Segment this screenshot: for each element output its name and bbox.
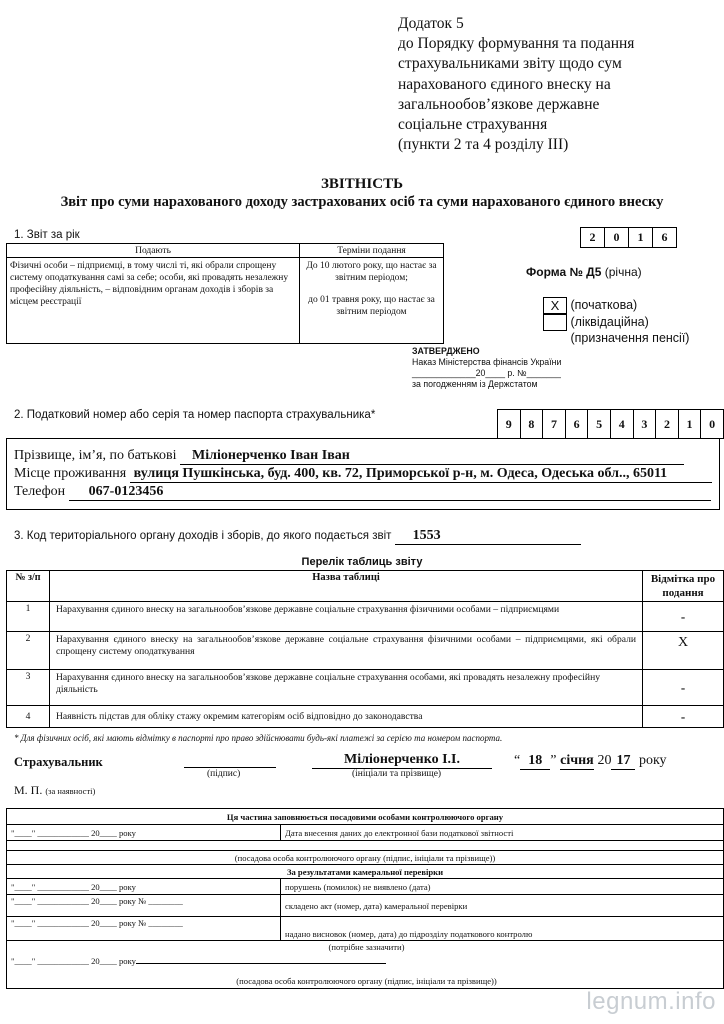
approved-title: ЗАТВЕРДЖЕНО [412, 346, 480, 356]
appendix-line: загальнообов’язкове державне [398, 95, 600, 113]
needed-note: (потрібне зазначити) [328, 942, 405, 952]
row-name: Нарахування єдиного внеску на загальнообов’язкове державне соціальне страхування фізичними особами – підприємцями, які обрали спрощену систему оподаткування [50, 632, 643, 670]
control-table [6, 808, 724, 989]
db-entry-label: Дата внесення даних до електронної бази податкової звітності [281, 825, 724, 841]
tax-digit[interactable]: 0 [701, 410, 724, 439]
camera-row2: складено акт (номер, дата) камеральної перевірки [281, 895, 724, 917]
name-row [14, 448, 714, 465]
camera-row1: порушень (помилок) не виявлено (дата) [281, 879, 724, 895]
row-mark[interactable]: - [643, 706, 724, 728]
report-subtitle: Звіт про суми нарахованого доходу застрахованих осіб та суми нарахованого єдиного внеску [60, 194, 664, 210]
control-heading: Ця частина заповнюється посадовими особами контролюючого органу [7, 809, 724, 825]
tax-digit[interactable]: 8 [520, 410, 543, 439]
appendix-header [398, 14, 718, 155]
section3-label: 3. Код територіального органу доходів і зборів, до якого подається звіт [14, 530, 392, 542]
year-digit[interactable]: 6 [653, 228, 677, 248]
stamp-place [14, 783, 95, 798]
submit-deadlines [300, 258, 444, 344]
row-mark[interactable]: - [643, 670, 724, 706]
option-pension [543, 331, 689, 347]
section3-row [14, 528, 581, 545]
report-title: ЗВІТНІСТЬ [320, 176, 404, 192]
approved-line2: _____________20____ р. №_______ [412, 368, 561, 378]
final-sign-line[interactable] [136, 963, 386, 964]
appendix-line: до Порядку формування та подання [398, 35, 635, 53]
final-date [11, 956, 722, 966]
row-name: Нарахування єдиного внеску на загальнообов’язкове державне соціальне страхування особами, які провадять незалежну професійну діяльність [50, 670, 643, 706]
camera-date-3[interactable]: "____" ____________ 20____ року № ________ [7, 917, 281, 941]
tax-digit[interactable]: 1 [678, 410, 701, 439]
insurer-label: Страхувальник [14, 755, 103, 769]
final-caption: (посадова особа контролюючого органу (підпис, ініціали та прізвище)) [236, 976, 497, 986]
table-row [7, 706, 724, 728]
tables-list [6, 570, 724, 728]
deadline-a: До 10 лютого року, що настає за звітним періодом; [306, 261, 437, 283]
db-date-field[interactable]: "____" ____________ 20____ року [7, 825, 281, 841]
submit-who: Фізичні особи – підприємці, в тому числі ті, які обрали спрощену систему оподаткування самі за себе; особи, які провадять незалежну професійну діяльність, – відповідним органам доходів і зборів за місцем реєстрації [7, 258, 300, 344]
tax-digit[interactable]: 3 [633, 410, 656, 439]
address-row [14, 466, 724, 483]
col-num-header: № з/п [7, 571, 50, 602]
section2-label: 2. Податковий номер або серія та номер паспорта страхувальника* [14, 409, 376, 421]
year-digit[interactable]: 2 [581, 228, 605, 248]
section1-label: 1. Звіт за рік [14, 229, 80, 241]
option-checkbox[interactable] [543, 314, 567, 331]
option-label: (ліквідаційна) [570, 314, 649, 329]
final-block [7, 941, 724, 989]
tax-digit[interactable]: 9 [498, 410, 521, 439]
tax-digit[interactable]: 6 [565, 410, 588, 439]
option-label: (початкова) [570, 297, 638, 312]
tax-digit[interactable]: 4 [610, 410, 633, 439]
official-caption: (посадова особа контролюючого органу (підпис, ініціали та прізвище)) [7, 851, 724, 865]
deadline-b: до 01 травня року, що настає за звітним періодом [308, 295, 435, 317]
tax-digit[interactable]: 2 [656, 410, 679, 439]
year-digit[interactable]: 0 [605, 228, 629, 248]
submit-col1-header: Подають [7, 244, 300, 258]
sign-date: “ 18 ” січня 20 17 року [514, 753, 667, 768]
initials-value[interactable]: Міліонерченко І.І. [312, 752, 492, 769]
table-row [7, 632, 724, 670]
year-boxes [580, 227, 677, 248]
mp-label: М. П. [14, 783, 43, 797]
tables-heading: Перелік таблиць звіту [301, 556, 423, 568]
phone-label: Телефон [14, 484, 66, 499]
row-name: Наявність підстав для обліку стажу окремим категоріям осіб відповідно до законодавства [50, 706, 643, 728]
year-digit[interactable]: 1 [629, 228, 653, 248]
row-num: 1 [7, 602, 50, 632]
final-date-text[interactable]: "____" ____________ 20____ року [11, 956, 136, 966]
tax-number-boxes [497, 409, 724, 439]
table-row [7, 602, 724, 632]
watermark: legnum.info [586, 988, 716, 1015]
row-num: 3 [7, 670, 50, 706]
row-name: Нарахування єдиного внеску на загальнообов’язкове державне соціальне страхування фізичними особами – підприємцями [50, 602, 643, 632]
phone-value[interactable]: 067-0123456 [69, 484, 711, 501]
form-suffix: (річна) [604, 265, 642, 279]
phone-row [14, 484, 714, 501]
initials-caption: (ініціали та прізвище) [352, 769, 442, 779]
form-options [543, 297, 689, 347]
camera-row3: надано висновок (номер, дата) до підрозділу податкового контролю [281, 917, 724, 941]
option-label: (призначення пенсії) [570, 331, 690, 345]
mp-note: (за наявності) [45, 786, 96, 796]
name-value[interactable]: Міліонерченко Іван Іван [180, 448, 684, 465]
appendix-line: страхувальниками звіту щодо сум [398, 55, 622, 73]
col-name-header: Назва таблиці [50, 571, 643, 602]
col-mark-header: Відмітка про подання [643, 571, 724, 602]
form-label: Форма № Д5 [526, 265, 602, 279]
name-label: Прізвище, ім’я, по батькові [14, 448, 177, 463]
row-num: 4 [7, 706, 50, 728]
signature-line[interactable] [184, 753, 276, 768]
appendix-line: соціальне страхування [398, 116, 548, 134]
row-mark[interactable]: - [643, 602, 724, 632]
camera-date-1[interactable]: "____" ____________ 20____ року [7, 879, 281, 895]
submit-col2-header: Терміни подання [300, 244, 444, 258]
row-mark[interactable]: X [643, 632, 724, 670]
approved-line3: за погодженням із Держстатом [412, 379, 538, 389]
address-label: Місце проживання [14, 466, 127, 481]
tax-digit[interactable]: 5 [588, 410, 611, 439]
year-word: року [638, 753, 667, 768]
tax-digit[interactable]: 7 [543, 410, 566, 439]
option-liquidation [543, 314, 689, 331]
camera-heading: За результатами камеральної перевірки [7, 865, 724, 879]
sign-year[interactable]: 17 [611, 753, 635, 770]
option-checkbox[interactable]: X [543, 297, 567, 314]
control-spacer [7, 841, 724, 851]
appendix-line: (пункти 2 та 4 розділу ІІІ) [398, 136, 569, 154]
sign-year-prefix: 20 [597, 753, 612, 768]
submit-table [6, 243, 444, 344]
territorial-code[interactable]: 1553 [395, 528, 581, 545]
form-number [526, 265, 642, 279]
option-initial [543, 297, 689, 314]
row-num: 2 [7, 632, 50, 670]
address-value[interactable]: вулиця Пушкінська, буд. 400, кв. 72, Приморської р-н, м. Одеса, Одеська обл.., 65011 [130, 466, 712, 483]
appendix-line: нарахованого єдиного внеску на [398, 75, 611, 93]
camera-date-2[interactable]: "____" ____________ 20____ року № ________ [7, 895, 281, 917]
sign-month[interactable]: січня [560, 753, 594, 768]
table-row [7, 670, 724, 706]
appendix-line: Додаток 5 [398, 15, 464, 32]
sign-day[interactable]: 18 [520, 753, 550, 770]
signature-caption: (підпис) [207, 769, 241, 779]
footnote: * Для фізичних осіб, які мають відмітку в паспорті про право здійснювати будь-які платежі за серією та номером паспорта. [14, 733, 503, 743]
approved-line1: Наказ Міністерства фінансів України [412, 357, 562, 367]
approved-block [412, 346, 561, 390]
